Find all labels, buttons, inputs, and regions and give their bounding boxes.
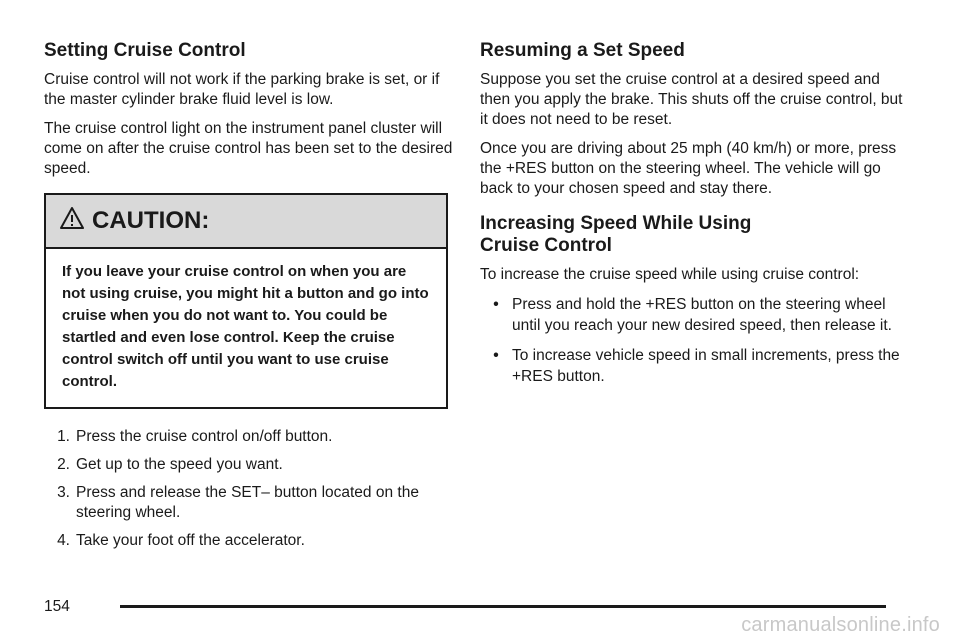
list-item: • Press and hold the +RES button on the steering wheel until you reach your new desired speed, then release it. (480, 294, 910, 336)
list-item: • To increase vehicle speed in small increments, press the +RES button. (480, 345, 910, 387)
footer-divider (120, 605, 886, 608)
list-item: 1. Press the cruise control on/off button. (57, 428, 333, 445)
bullet-icon: • (493, 347, 499, 364)
steps-list (44, 427, 454, 551)
paragraph-apply-brake: Suppose you set the cruise control at a desired speed and then you apply the brake. This shuts off the cruise control, but it does not need to be reset. (480, 71, 903, 128)
list-item: 4. Take your foot off the accelerator. (57, 532, 305, 549)
heading-setting-cruise-control: Setting Cruise Control (44, 40, 246, 61)
paragraph-parking-brake: Cruise control will not work if the parking brake is set, or if the master cylinder brake fluid level is low. (44, 71, 440, 108)
bullet-icon: • (493, 296, 499, 313)
caution-text: If you leave your cruise control on when you are not using cruise, you might hit a button and go into cruise when you do not want to. You could be startled and even lose control. Keep the cruise control switch off until you want to use cruise control. (62, 263, 429, 390)
left-column (44, 40, 454, 559)
list-item: 2. Get up to the speed you want. (57, 456, 283, 473)
caution-header (46, 195, 446, 249)
right-column (480, 40, 910, 396)
caution-box (44, 193, 448, 409)
watermark-text: carmanualsonline.info (741, 614, 940, 636)
bullet-list (480, 294, 910, 387)
warning-triangle-icon (60, 206, 84, 230)
caution-title: CAUTION: (92, 207, 210, 234)
paragraph-cruise-light: The cruise control light on the instrument panel cluster will come on after the cruise control has been set to the desired speed. (44, 120, 453, 177)
list-item: 3. Press and release the SET– button located on the steering wheel. (57, 484, 419, 521)
paragraph-res-button: Once you are driving about 25 mph (40 km/h) or more, press the +RES button on the steering wheel. The vehicle will go back to your chosen speed and stay there. (480, 140, 897, 197)
heading-increasing-speed: Increasing Speed While Using Cruise Control (480, 213, 752, 256)
heading-resuming-set-speed: Resuming a Set Speed (480, 40, 685, 61)
paragraph-increase-intro: To increase the cruise speed while using cruise control: (480, 266, 860, 283)
page-number: 154 (44, 598, 70, 615)
